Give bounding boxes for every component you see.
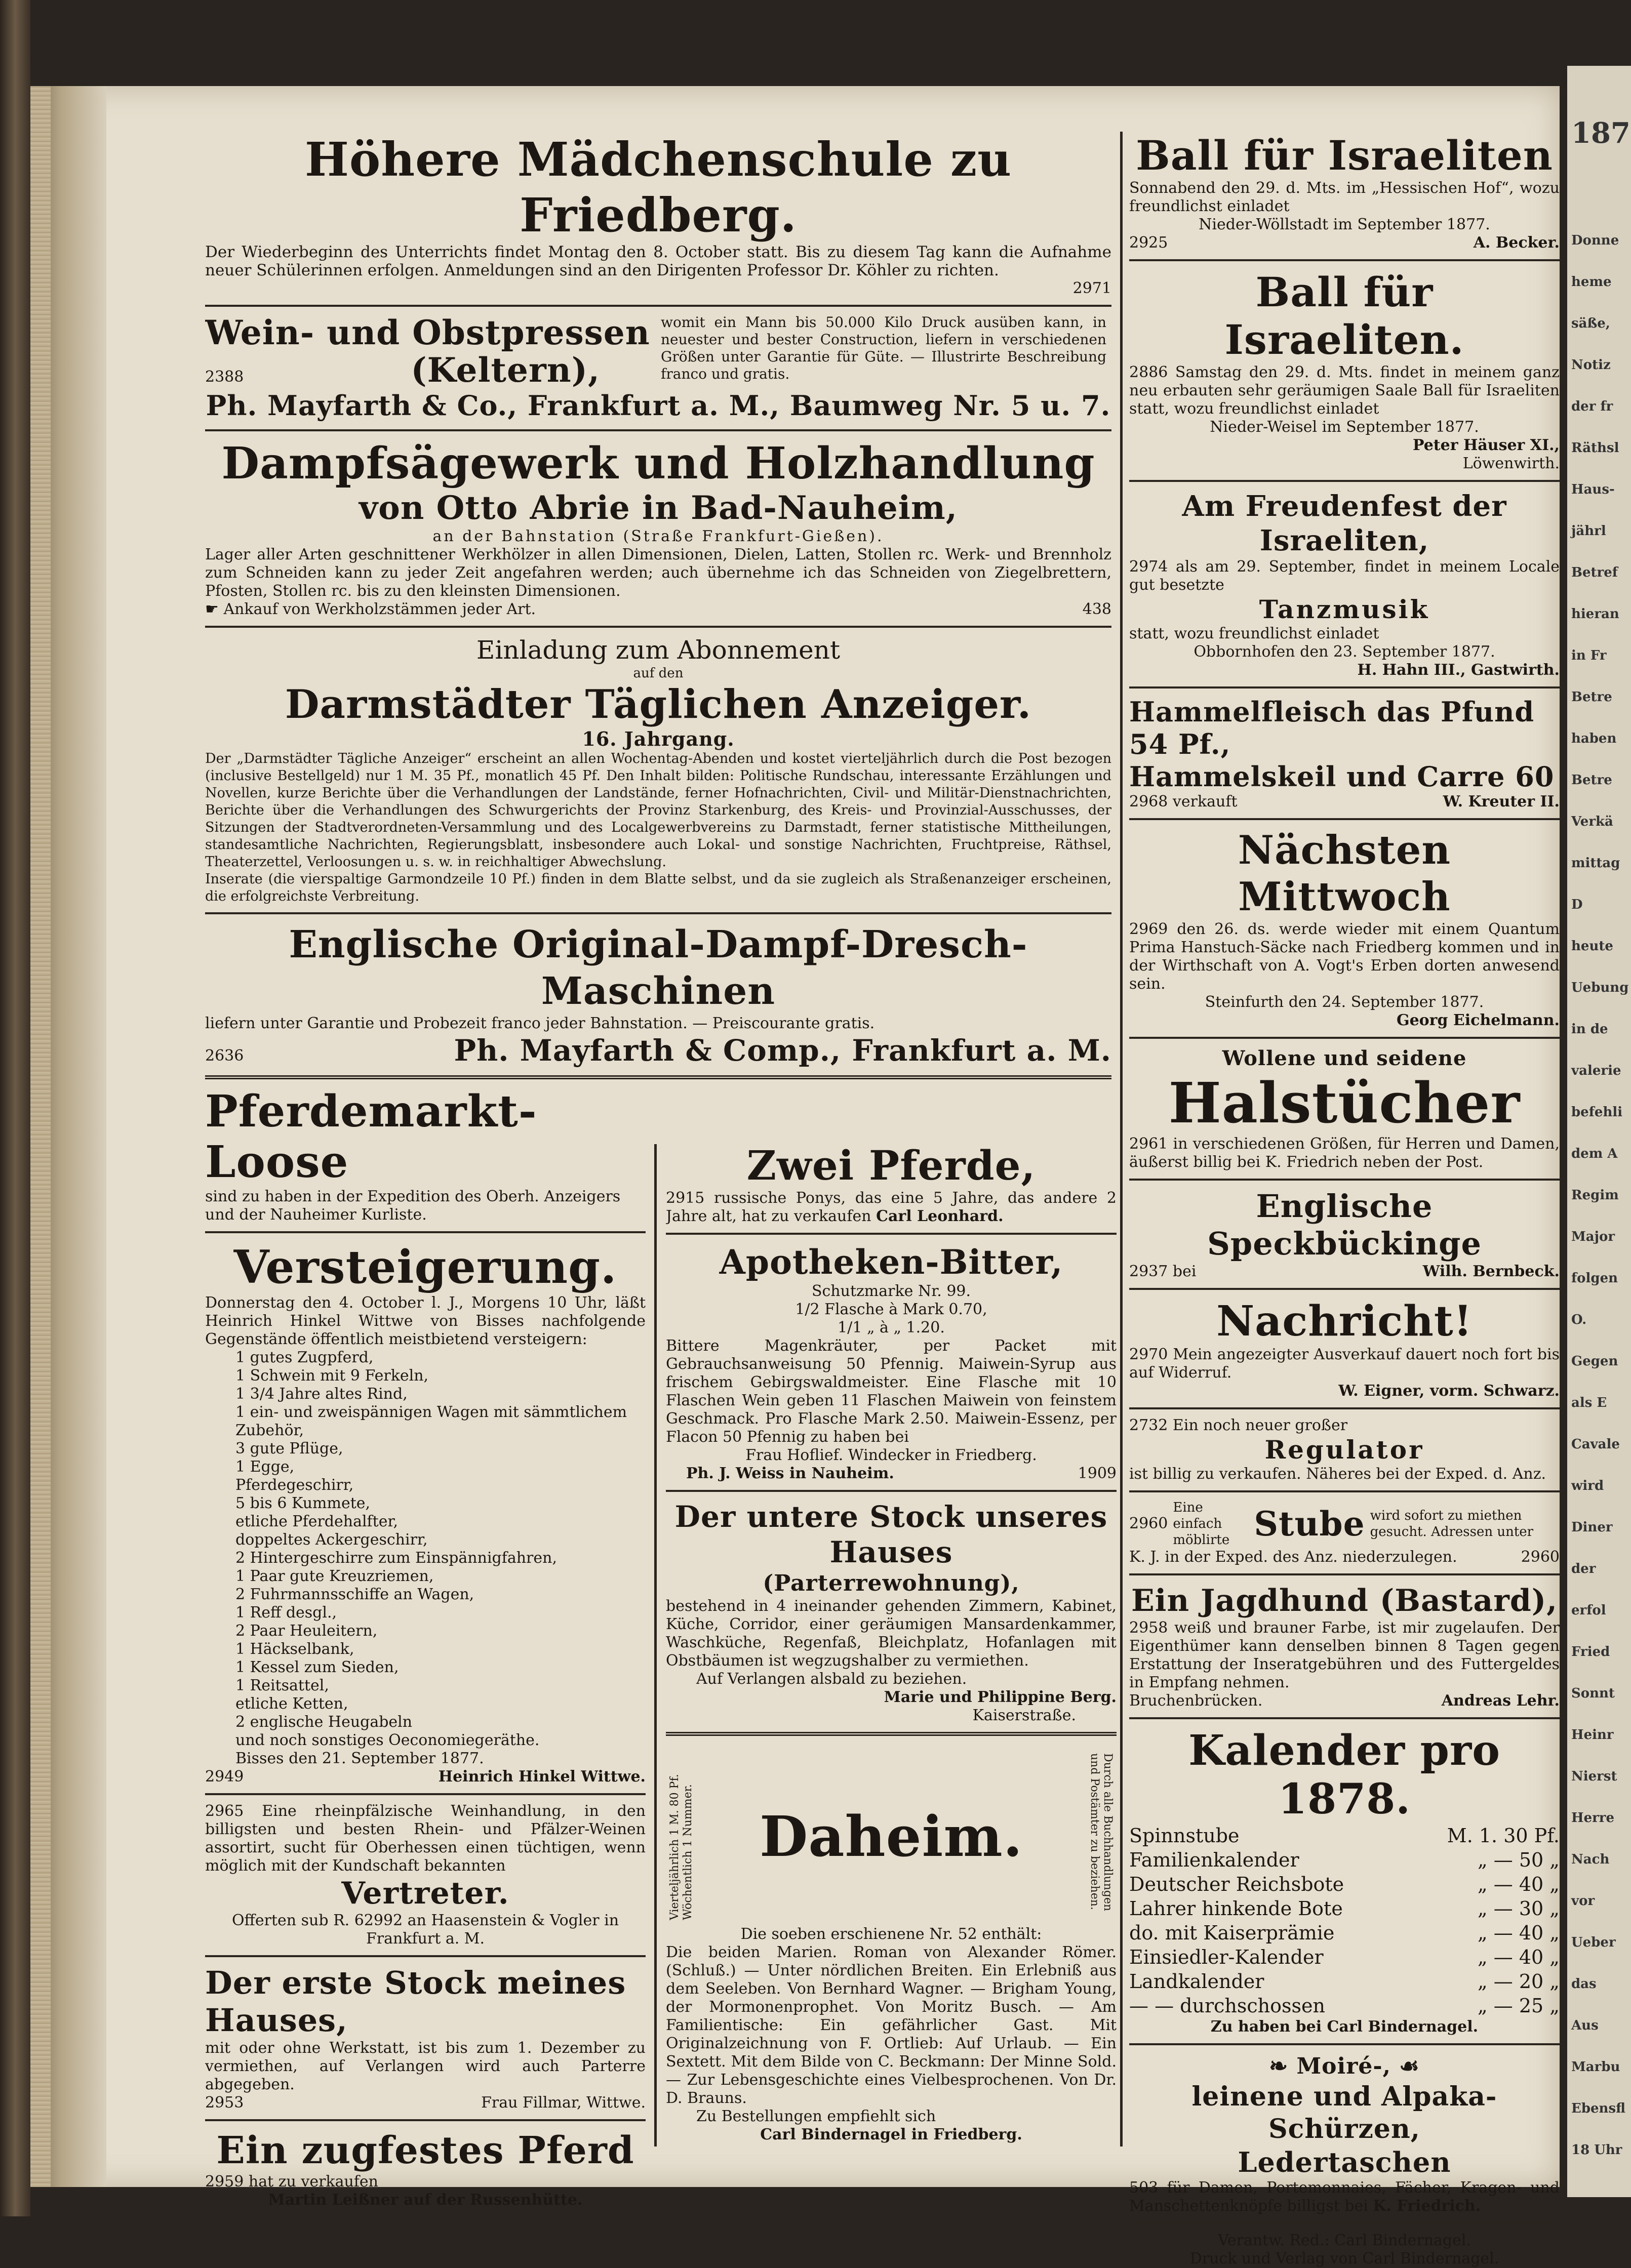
ad-signature-2: Löwenwirth.	[1462, 455, 1560, 472]
list-item: 1 Schwein mit 9 Ferkeln,	[235, 1367, 429, 1385]
next-page-word: Betre	[1571, 773, 1612, 788]
next-page-word: Betre	[1571, 690, 1612, 705]
divider	[205, 1955, 646, 1957]
ad-address: Kaiserstraße.	[972, 1707, 1076, 1724]
ad-text: Bittere Magenkräuter, per Packet mit Gebrauchsanweisung 50 Pfennig. Maiwein-Syrup aus frischem Gebirgswaldmeister. Eine Flasche mit 10 Flaschen Wein geben 11 Flaschen Maiwein von feinstem Geschmack. Pro Flasche Mark 2.50. Maiwein-Essenz, per Flacon 50 Pfennig zu haben bei	[666, 1337, 1117, 1446]
ad-ball-1	[1129, 132, 1560, 252]
list-item: 1 Kessel zum Sieden,	[235, 1658, 399, 1676]
ad-text: Der „Darmstädter Tägliche Anzeiger“ erscheint an allen Wochentag-Abenden und kostet vierteljährlich durch die Post bezogen (inclusive Bestellgeld) nur 1 M. 35 Pf., monatlich 45 Pf. Den Inhalt bilden: Politische Rundschau, interessante Erzählungen und Novellen, kurze Berichte über die Verhandlungen der Landstände, ferner Hofnachrichten, Civil- und Militär-Dienstnachrichten, Berichte über die Verhandlungen des Schwurgerichts der Provinz Starkenburg, des Kreis- und Provinzial-Ausschusses, der Sitzungen der Stadtverordneten-Versammlung und des Localgewerbvereins zu Darmstadt, ferner statistische Mittheilungen, standesamtliche Nachrichten, Regierungsblatt, insbesondere auch Lokal- und sonstige Nachrichten, Fruchtpreise, Räthsel, Theaterzettel, Verloosungen u. s. w. in reichhaltiger Abwechslung.	[205, 751, 1111, 870]
ad-title-2: Hammelskeil und Carre 60	[1129, 760, 1555, 793]
ad-intro: Wollene und seidene	[1222, 1046, 1467, 1070]
next-page-word: Donne	[1571, 233, 1619, 248]
divider	[1129, 259, 1560, 261]
imprint	[1129, 2232, 1560, 2268]
next-page-word: Fried	[1571, 1644, 1610, 1659]
price-row-price: „ — 40 „	[1478, 1873, 1560, 1895]
price-row	[1129, 1896, 1560, 1921]
ad-text: Die beiden Marien. Roman von Alexander Römer. (Schluß.) — Unter nördlichen Breiten. Ein Erlebniß aus dem Seeleben. Von Bernhard Wagner. — Brigham Young, der Mormonenprophet. Von Moritz Busch. — Am Familientische: Ein gefährlicher Gast. Mit Originalzeichnung von F. Ortlieb: Auf Urlaub. — Ein Sextett. Mit dem Bilde von C. Beckmann: Der Minne Sold. — Zur Lebensgeschichte eines Vielbesprochenen. Von Dr. D. Brauns.	[666, 1943, 1117, 2107]
ad-text: liefern unter Garantie und Probezeit franco jeder Bahnstation. — Preiscourante gratis.	[205, 1015, 875, 1032]
next-page-word: als E	[1571, 1395, 1607, 1410]
list-item: etliche Pferdehalfter,	[235, 1513, 399, 1530]
ad-footer: Offerten sub R. 62992 an Haasenstein & Vogler in Frankfurt a. M.	[231, 1912, 619, 1948]
ad-date: Bisses den 21. September 1877.	[235, 1750, 484, 1767]
ad-kalender	[1129, 1726, 1560, 2036]
ad-number: 2968	[1129, 793, 1168, 811]
ad-text: Samstag den 29. d. Mts. findet in meinem ganz neu erbauten sehr geräumigen Saale Ball für Israeliten statt, wozu freundlichst einladet	[1129, 363, 1560, 418]
ad-weinpressen	[205, 314, 1111, 389]
ad-seller-2: Ph. J. Weiss in Nauheim.	[686, 1465, 894, 1482]
price-row	[1129, 1921, 1560, 1945]
ad-halstuecher	[1129, 1046, 1560, 1171]
divider	[1129, 1490, 1560, 1492]
ad-price-1: 1/2 Flasche à Mark 0.70,	[795, 1301, 987, 1318]
hand-pointer-icon: ☛ Ankauf von Werkholzstämmen jeder Art.	[205, 600, 536, 618]
ad-text: Mein angezeigter Ausverkauf dauert noch fort bis auf Widerruf.	[1129, 1346, 1560, 1382]
ad-title: Apotheken-Bitter,	[719, 1242, 1063, 1282]
next-page-word: Notiz	[1571, 357, 1611, 373]
next-page-word: säße,	[1571, 316, 1610, 331]
ad-erster-stock	[205, 1964, 646, 2112]
ad-place: Nieder-Wöllstadt im September 1877.	[1199, 216, 1490, 233]
ad-versteigerung	[205, 1240, 646, 1786]
ad-text: den 26. ds. werde wieder mit einem Quantum Prima Hanstuch-Säcke nach Friedberg kommen und in der Wirthschaft von A. Vogt's Erben dorten anwesend sein.	[1129, 920, 1560, 993]
ad-place: Nieder-Weisel im September 1877.	[1210, 418, 1479, 436]
ad-title: Ball für Israeliten.	[1224, 268, 1464, 363]
side-text-right-content: Durch alle Buchhandlungen und Postämter zu beziehen.	[1088, 1753, 1114, 1912]
price-row-price: „ — 40 „	[1478, 1922, 1560, 1944]
price-row-price: „ — 25 „	[1478, 1995, 1560, 2017]
price-row-price: „ — 50 „	[1478, 1849, 1560, 1871]
next-page-word: Major	[1571, 1229, 1615, 1244]
ad-weinhandlung	[205, 1802, 646, 1948]
ad-title: Englische Original-Dampf-Dresch-Maschinen	[289, 923, 1028, 1013]
ad-title: Ein Jagdhund (Bastard),	[1131, 1583, 1558, 1618]
list-item: 1 Egge,	[235, 1458, 295, 1476]
next-page-word: Räthsl	[1571, 440, 1619, 456]
next-page-word: Haus-	[1571, 482, 1615, 497]
ad-text: mit oder ohne Werkstatt, ist bis zum 1. Dezember zu vermiethen, auf Verlangen wird auch Parterre abgegeben.	[205, 2039, 646, 2093]
ad-title-2: (Keltern),	[411, 350, 600, 390]
ad-number: 2937	[1129, 1263, 1168, 1280]
ad-number: 2970	[1129, 1346, 1168, 1363]
ad-footer: Zu Bestellungen empfiehlt sich	[696, 2108, 936, 2125]
ad-number: 2971	[1072, 279, 1111, 297]
divider	[1129, 2222, 1560, 2224]
ad-title: Englische Speckbückinge	[1207, 1188, 1482, 1262]
next-page-word: in Fr	[1571, 648, 1607, 663]
ornament-icon: ☙	[1390, 2053, 1420, 2079]
ad-title: Regulator	[1264, 1435, 1424, 1465]
list-item: 2 Paar Heuleitern,	[235, 1622, 378, 1640]
ad-title: Kalender pro 1878.	[1188, 1726, 1500, 1824]
next-page-word: wird	[1571, 1478, 1604, 1493]
divider	[1129, 1717, 1560, 1719]
price-row	[1129, 1945, 1560, 1969]
price-row	[1129, 1969, 1560, 1994]
ad-pferd	[205, 2128, 646, 2209]
ad-text: ist billig zu verkaufen. Näheres bei der Exped. d. Anz.	[1129, 1465, 1546, 1483]
ad-text: bei	[1172, 1263, 1197, 1280]
ad-number: 2959	[205, 2173, 244, 2191]
next-page-word: erfol	[1571, 1603, 1606, 1618]
divider	[205, 912, 1111, 914]
divider	[205, 305, 1111, 307]
ad-title: Der untere Stock unseres Hauses	[674, 1500, 1108, 1569]
imprint-line-1: Verantw. Red.: Carl Bindernagel.	[1217, 2232, 1471, 2249]
list-item: 2 Hintergeschirre zum Einspännigfahren,	[235, 1549, 558, 1567]
next-page-word: befehli	[1571, 1105, 1623, 1120]
ad-title: Pferdemarkt-Loose	[205, 1086, 537, 1188]
next-page-word: Cavale	[1571, 1437, 1620, 1452]
right-column	[1129, 132, 1560, 2268]
ad-hammelfleisch	[1129, 696, 1560, 811]
list-item: 2 englische Heugabeln	[235, 1713, 413, 1731]
next-page-word: heute	[1571, 939, 1613, 954]
next-page-word: hieran	[1571, 606, 1619, 622]
divider	[205, 626, 1111, 628]
ad-signature: Marie und Philippine Berg.	[884, 1688, 1117, 1706]
divider	[666, 1732, 1117, 1736]
next-page-word: haben	[1571, 731, 1617, 746]
ad-signature: A. Becker.	[1473, 234, 1560, 252]
ad-footer: Ph. Mayfarth & Co., Frankfurt a. M., Baumweg Nr. 5 u. 7.	[206, 389, 1111, 422]
ad-signature: Peter Häuser XI.,	[1412, 436, 1560, 454]
ad-signature: Georg Eichelmann.	[1396, 1011, 1560, 1029]
price-list	[1129, 1824, 1560, 2018]
ad-darmstaedter	[205, 635, 1111, 905]
ad-title-1: Moiré-,	[1296, 2053, 1391, 2079]
ad-number: 2915	[666, 1189, 705, 1207]
ad-title: Wein- und Obstpressen	[205, 313, 650, 352]
price-row	[1129, 1994, 1560, 2018]
side-text-right	[1086, 1753, 1117, 1920]
ad-number: 2965	[205, 1802, 244, 1820]
next-page-word: das	[1571, 1976, 1597, 1992]
ad-signature: Carl Leonhard.	[876, 1207, 1004, 1225]
next-page-word: vor	[1571, 1893, 1595, 1909]
ad-title: Versteigerung.	[233, 1240, 617, 1294]
ad-title: Vertreter.	[341, 1876, 509, 1911]
price-row-name: Lahrer hinkende Bote	[1129, 1897, 1343, 1920]
ad-text: Donnerstag den 4. October l. J., Morgens 10 Uhr, läßt Heinrich Hinkel Wittwe von Bisses nachfolgende Gegenstände öffentlich meistbietend versteigern:	[205, 1294, 646, 1348]
ad-text: verkauft	[1172, 793, 1238, 811]
ad-place: Obbornhofen den 23. September 1877.	[1194, 643, 1495, 661]
next-page-word: Gegen	[1571, 1354, 1618, 1369]
next-page-word: jährl	[1571, 523, 1606, 539]
price-row-name: Familienkalender	[1129, 1849, 1299, 1871]
list-item: 1 Häckselbank,	[235, 1640, 354, 1658]
ad-signature: H. Hahn III., Gastwirth.	[1357, 661, 1560, 679]
ad-number: 2732	[1129, 1416, 1168, 1434]
price-row	[1129, 1824, 1560, 1848]
ad-title: Nachricht!	[1216, 1297, 1473, 1346]
ad-pferdemarkt	[205, 1086, 646, 1224]
ad-text: Eine rheinpfälzische Weinhandlung, in den billigsten und besten Rhein- und Pfälzer-Weinen assortirt, sucht für Oberhessen einen tüchtigen, wenn möglich mit der Kundschaft bekannten	[205, 1802, 646, 1875]
divider	[1129, 818, 1560, 820]
ad-schuerzen	[1129, 2052, 1560, 2215]
next-page-word: O.	[1571, 1312, 1587, 1327]
ad-title: Darmstädter Täglichen Anzeiger.	[285, 681, 1032, 727]
list-item: 3 gute Pflüge,	[235, 1440, 343, 1457]
ad-title: Am Freudenfest der Israeliten,	[1182, 490, 1507, 557]
ad-text: russische Ponys, das eine 5 Jahre, das andere 2 Jahre alt, hat zu verkaufen	[666, 1189, 1117, 1225]
ad-title: Höhere Mädchenschule zu Friedberg.	[304, 132, 1012, 242]
ad-speckbuecking	[1129, 1188, 1560, 1281]
price-row-price: „ — 20 „	[1478, 1970, 1560, 1993]
ad-place: Steinfurth den 24. September 1877.	[1205, 993, 1484, 1011]
ad-text: bestehend in 4 ineinander gehenden Zimmern, Kabinet, Küche, Corridor, einer geräumigen Mansardenkammer, Waschküche, Regenfaß, Bleichplatz, Hofanlagen mit Obstbäumen ist wegzugshalber zu vermiethen.	[666, 1597, 1117, 1670]
next-page-word: Verkä	[1571, 814, 1613, 829]
next-page-word: heme	[1571, 274, 1612, 290]
ad-number-2: 2960	[1521, 1548, 1560, 1566]
ad-title-2: leinene und Alpaka-Schürzen,	[1191, 2081, 1497, 2144]
price-row	[1129, 1848, 1560, 1872]
list-item: Zubehör,	[235, 1422, 304, 1439]
ad-stube	[1129, 1500, 1560, 1566]
ad-title	[1129, 2052, 1560, 2081]
price-row-name: Einsiedler-Kalender	[1129, 1946, 1324, 1968]
price-row-name: Deutscher Reichsbote	[1129, 1873, 1344, 1895]
ad-number: 2886	[1129, 363, 1168, 381]
ad-number: 438	[1082, 600, 1111, 618]
next-page-word: valerie	[1571, 1063, 1621, 1078]
divider	[666, 1490, 1117, 1492]
ad-text: sind zu haben in der Expedition des Oberh. Anzeigers und der Nauheimer Kurliste.	[205, 1188, 621, 1224]
ad-place: Bruchenbrücken.	[1129, 1692, 1263, 1710]
ad-text-2: Inserate (die vierspaltige Garmondzeile 10 Pf.) finden in dem Blatte selbst, und da sie zugleich als Straßenanzeiger erscheinen, die erfolgreichste Verbreitung.	[205, 871, 1111, 904]
list-item: 5 bis 6 Kummete,	[235, 1494, 371, 1512]
next-page-word: Nach	[1571, 1852, 1610, 1867]
ad-subtitle: von Otto Abrie in Bad-Nauheim,	[359, 489, 958, 527]
next-page-word: Betref	[1571, 565, 1618, 580]
ad-title: Ball für Israeliten	[1136, 132, 1553, 179]
ad-number: 503	[1129, 2179, 1159, 2197]
next-page-word: Aus	[1571, 2018, 1599, 2033]
ad-title: Stube	[1254, 1504, 1365, 1544]
ad-footer: Ankauf von Werkholzstämmen jeder Art.	[223, 600, 536, 618]
ad-signature: Carl Bindernagel in Friedberg.	[760, 2126, 1022, 2143]
side-text-left-content: Vierteljährlich 1 M. 80 Pf. Wöchentlich 1 Nummer.	[668, 1774, 694, 1920]
ad-signature: Wilh. Bernbeck.	[1422, 1263, 1560, 1280]
divider	[666, 1233, 1117, 1235]
divider	[205, 1231, 646, 1233]
ad-right: wird sofort zu miethen gesucht. Adressen unter	[1370, 1508, 1534, 1540]
next-page-word: 18 Uhr	[1571, 2142, 1622, 2158]
ad-text: als am 29. September, findet in meinem Locale gut besetzte	[1129, 558, 1560, 594]
ad-title: Der erste Stock meines Hauses,	[205, 1964, 626, 2039]
next-page-word: Ueber	[1571, 1935, 1616, 1950]
ad-title: Ein zugfestes Pferd	[216, 2129, 634, 2172]
ad-intro: Die soeben erschienene Nr. 52 enthält:	[740, 1925, 1042, 1943]
ad-footer: Zu haben bei Carl Bindernagel.	[1210, 2018, 1479, 2036]
next-page-word: Marbu	[1571, 2059, 1620, 2075]
middle-column	[666, 1142, 1117, 2178]
ad-title: Halstücher	[1168, 1070, 1521, 1136]
ad-edition: 16. Jahrgang.	[582, 727, 735, 750]
ad-regulator	[1129, 1416, 1560, 1483]
ad-footer: K. J. in der Exped. des Anz. niederzulegen.	[1129, 1548, 1457, 1566]
ad-text: für Damen, Portemonnaies, Fächer, Kragen- und Manschettenknöpfe billigst bei	[1129, 2179, 1560, 2215]
divider	[1129, 1407, 1560, 1409]
divider	[205, 1075, 1111, 1079]
imprint-line-2: Druck und Verlag von Carl Bindernagel.	[1189, 2250, 1499, 2267]
next-page-word: Heinr	[1571, 1727, 1614, 1743]
next-page-word: mittag	[1571, 856, 1620, 871]
price-row-name: do. mit Kaiserprämie	[1129, 1922, 1335, 1944]
ad-number: 2974	[1129, 558, 1168, 576]
divider	[1129, 1179, 1560, 1181]
ad-text-2: Auf Verlangen alsbald zu beziehen.	[696, 1670, 967, 1688]
list-item: 1 Reitsattel,	[235, 1677, 329, 1694]
ad-ball-2	[1129, 268, 1560, 473]
next-page-word: D	[1571, 897, 1583, 912]
price-row-name: — — durchschossen	[1129, 1995, 1325, 2017]
ad-signature: Heinrich Hinkel Wittwe.	[438, 1768, 646, 1786]
ad-signature: K. Friedrich.	[1373, 2197, 1481, 2215]
left-lower-column	[205, 1086, 646, 2209]
list-item: Pferdegeschirr,	[235, 1476, 354, 1494]
divider	[1129, 1037, 1560, 1039]
ad-number: 2925	[1129, 234, 1168, 252]
ad-number: 2636	[205, 1047, 244, 1065]
item-list	[235, 1349, 646, 1750]
price-row-name: Spinnstube	[1129, 1825, 1240, 1847]
side-text-left	[666, 1753, 696, 1920]
price-row-price: „ — 30 „	[1478, 1897, 1560, 1920]
ad-intro: Ein noch neuer großer	[1172, 1416, 1348, 1434]
ad-title: Nächsten Mittwoch	[1238, 827, 1451, 920]
price-row	[1129, 1872, 1560, 1896]
ad-number: 2969	[1129, 920, 1168, 938]
newspaper-page	[30, 86, 1560, 2267]
divider	[1129, 1573, 1560, 1575]
price-row-price: M. 1. 30 Pf.	[1447, 1825, 1560, 1847]
ad-apotheken	[666, 1242, 1117, 1483]
ad-zwei-pferde	[666, 1142, 1117, 1226]
ad-intro: Einladung zum Abonnement	[476, 635, 841, 665]
book-binding-left	[0, 0, 30, 2216]
ad-dampfsaegewerk	[205, 438, 1111, 619]
list-item: 1 Paar gute Kreuzriemen,	[235, 1567, 434, 1585]
ad-text: Lager aller Arten geschnittener Werkhölzer in allen Dimensionen, Dielen, Latten, Stollen rc. Werk- und Brennholz zum Schneiden kann zu jeder Zeit angefahren werden; auch übernehme ich das Schneiden von Ziegelbrettern, Pfosten, Stollen rc. bis zu den kleinsten Dimensionen.	[205, 546, 1111, 600]
ad-freudenfest	[1129, 489, 1560, 679]
list-item: 1 Reff desgl.,	[235, 1604, 337, 1622]
ad-number: 2949	[205, 1768, 244, 1786]
ad-text: Der Wiederbeginn des Unterrichts findet Montag den 8. October statt. Bis zu diesem Tag kann die Aufnahme neuer Schülerinnen erfolgen. Anmeldungen sind an den Dirigenten Professor Dr. Köhler zu richten.	[205, 243, 1111, 279]
ad-maedchenschule	[205, 132, 1111, 298]
ad-signature: Martin Leißner auf der Russenhütte.	[268, 2191, 583, 2209]
next-page-word: der fr	[1571, 399, 1613, 414]
list-item: 1 3/4 Jahre altes Rind,	[235, 1385, 408, 1403]
ad-intro-2: auf den	[633, 666, 684, 681]
ad-number: 2953	[205, 2094, 244, 2112]
next-page-word: Nierst	[1571, 1769, 1617, 1784]
next-page-word: Herre	[1571, 1810, 1615, 1826]
list-item: doppeltes Ackergeschirr,	[235, 1531, 428, 1549]
list-item: etliche Ketten,	[235, 1695, 348, 1713]
ad-text: hat zu verkaufen	[248, 2173, 378, 2191]
ornament-icon: ❧	[1269, 2053, 1297, 2079]
next-page-word: Ebensfl	[1571, 2101, 1625, 2116]
ad-number: 2961	[1129, 1135, 1168, 1153]
list-item: 1 ein- und zweispännigen Wagen mit sämmtlichem	[235, 1403, 627, 1421]
ad-text: womit ein Mann bis 50.000 Kilo Druck ausüben kann, in neuester und bester Construction, liefern in verschiedenen Größen unter Garantie für Güte. — Illustrirte Beschreibung franco und gratis.	[661, 314, 1106, 382]
ad-daheim	[666, 1743, 1117, 2178]
ad-dreschmaschinen	[205, 921, 1111, 1068]
ad-title: Hammelfleisch das Pfund 54 Pf.,	[1129, 696, 1535, 760]
ad-title-3: Ledertaschen	[1238, 2146, 1451, 2178]
ad-text: weiß und brauner Farbe, ist mir zugelaufen. Der Eigenthümer kann denselben binnen 8 Tagen gegen Erstattung der Inseratgebühren und des Futtergeldes in Empfang nehmen.	[1129, 1619, 1560, 1691]
divider	[1129, 480, 1560, 482]
ad-title: Zwei Pferde,	[746, 1142, 1036, 1189]
divider	[1129, 686, 1560, 688]
divider	[205, 2119, 646, 2121]
list-item: 1 gutes Zugpferd,	[235, 1349, 374, 1366]
next-page-word: Sonnt	[1571, 1686, 1615, 1701]
ad-title: Dampfsägewerk und Holzhandlung	[221, 438, 1095, 489]
price-row-price: „ — 40 „	[1478, 1946, 1560, 1968]
next-page-word: in de	[1571, 1022, 1608, 1037]
ad-signature: W. Kreuter II.	[1443, 793, 1560, 811]
book-edge	[30, 86, 51, 2187]
next-page-word: folgen	[1571, 1271, 1618, 1286]
price-row-name: Landkalender	[1129, 1970, 1264, 1993]
ad-signature: W. Eigner, vorm. Schwarz.	[1338, 1382, 1560, 1400]
next-page-word: der	[1571, 1561, 1596, 1576]
ad-title: Daheim.	[759, 1804, 1023, 1869]
list-item: und noch sonstiges Oeconomiegeräthe.	[235, 1731, 540, 1749]
ad-trademark: Schutzmarke Nr. 99.	[811, 1282, 971, 1300]
divider	[1129, 2043, 1560, 2045]
ad-footer: Ph. Mayfarth & Comp., Frankfurt a. M.	[454, 1033, 1111, 1068]
ad-location: an der Bahnstation (Straße Frankfurt-Gießen).	[432, 528, 884, 545]
list-item: 2 Fuhrmannsschiffe an Wagen,	[235, 1586, 474, 1603]
ad-mittwoch	[1129, 827, 1560, 1030]
ad-text: in verschiedenen Größen, für Herren und Damen, äußerst billig bei K. Friedrich neben der Post.	[1129, 1135, 1560, 1171]
next-page-word: Regim	[1571, 1188, 1619, 1203]
divider	[205, 1793, 646, 1795]
ad-number: 2960	[1129, 1515, 1168, 1532]
next-page-word: Uebung	[1571, 980, 1629, 995]
ad-number: 1909	[1078, 1465, 1117, 1482]
ad-signature: Andreas Lehr.	[1441, 1692, 1560, 1710]
ad-number: 2958	[1129, 1619, 1168, 1637]
ad-left: Eine einfach möblirte	[1173, 1500, 1230, 1548]
ad-price-2: 1/1 „ à „ 1.20.	[838, 1319, 945, 1336]
column-rule-right	[1120, 132, 1123, 2146]
ad-seller-1: Frau Hoflief. Windecker in Friedberg.	[745, 1446, 1037, 1464]
ad-jagdhund	[1129, 1583, 1560, 1710]
divider	[1129, 1288, 1560, 1290]
ad-nachricht	[1129, 1297, 1560, 1400]
ad-text-2: statt, wozu freundlichst einladet	[1129, 625, 1379, 642]
next-page-word: dem A	[1571, 1146, 1618, 1161]
ad-text: Sonnabend den 29. d. Mts. im „Hessischen Hof“, wozu freundlichst einladet	[1129, 179, 1560, 215]
ad-number: 2388	[205, 368, 244, 386]
ad-signature: Frau Fillmar, Wittwe.	[481, 2094, 646, 2112]
ad-subtitle: (Parterrewohnung),	[763, 1570, 1020, 1596]
next-page-edge	[1567, 66, 1631, 2197]
ad-subtitle: Tanzmusik	[1259, 594, 1430, 624]
divider	[205, 429, 1111, 431]
ad-untere-stock	[666, 1499, 1117, 1725]
next-page-number: 187	[1571, 116, 1630, 150]
next-page-word: Diner	[1571, 1520, 1613, 1535]
